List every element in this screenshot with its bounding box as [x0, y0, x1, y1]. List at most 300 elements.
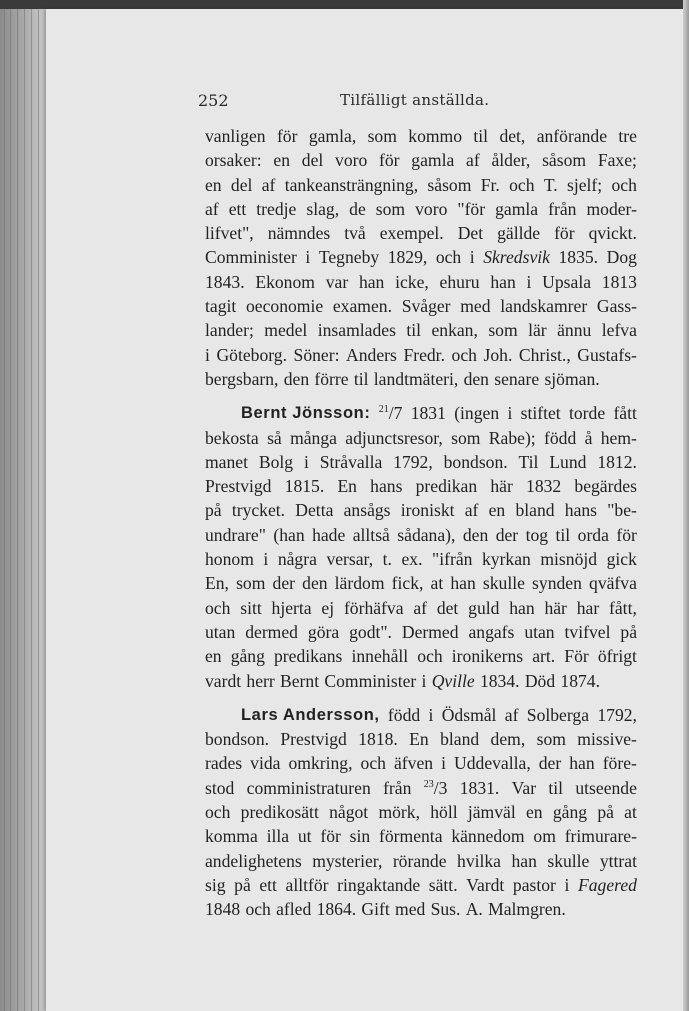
- word: Faxe;: [597, 150, 637, 171]
- text-line: [205, 245, 637, 269]
- word: han: [358, 271, 385, 292]
- word: at: [624, 802, 637, 823]
- word: Sus.: [430, 899, 461, 920]
- word: tredje: [256, 198, 297, 219]
- word: frimurare-: [564, 826, 637, 847]
- word: 1812.: [597, 451, 637, 472]
- text-line: [205, 620, 637, 644]
- paragraph: [205, 124, 637, 391]
- word: och: [360, 753, 386, 774]
- word: en: [488, 500, 506, 521]
- text-line: [205, 596, 637, 620]
- word: Bolg: [258, 451, 294, 472]
- word: ej: [321, 597, 335, 618]
- word: dem,: [490, 729, 526, 750]
- word: Christ.,: [518, 344, 571, 365]
- word: född: [387, 704, 421, 725]
- word: förmenta: [379, 826, 443, 847]
- word: för: [616, 524, 637, 545]
- word: sätt.: [428, 874, 458, 895]
- text-line: [205, 450, 637, 474]
- word: i: [564, 874, 570, 895]
- word: gång: [552, 802, 588, 823]
- text-line: [205, 474, 637, 498]
- word: sin: [349, 826, 371, 847]
- word: pastor: [512, 874, 556, 895]
- word: yttrat: [599, 850, 637, 871]
- word: om: [533, 826, 556, 847]
- word: som: [236, 573, 266, 594]
- word: Tegneby: [318, 247, 380, 268]
- word: i: [303, 451, 309, 472]
- word: hans: [564, 500, 598, 521]
- word: gång: [230, 646, 265, 667]
- word: på: [620, 621, 637, 642]
- word: han: [490, 271, 516, 292]
- word: öfrigt: [597, 646, 637, 667]
- text-line: [205, 571, 637, 595]
- text-line: [205, 343, 637, 367]
- word: äfven: [393, 753, 434, 774]
- word: 1832: [526, 476, 562, 497]
- word: A.: [465, 899, 483, 920]
- word: versar,: [326, 549, 374, 570]
- word: der: [495, 524, 519, 545]
- word: til: [353, 368, 369, 389]
- word: bondson.: [205, 729, 270, 750]
- word: hvilka: [457, 850, 501, 871]
- word: insamlades: [317, 320, 396, 341]
- scan-right-edge: [683, 0, 689, 1011]
- word: afled: [276, 899, 312, 920]
- word: 1792,: [393, 451, 433, 472]
- word: Vardt: [466, 874, 505, 895]
- word: i: [469, 247, 475, 268]
- word: gick: [606, 549, 637, 570]
- word: som: [451, 427, 481, 448]
- word: illa: [266, 826, 290, 847]
- word: medel: [264, 320, 308, 341]
- word: 1843.: [205, 271, 245, 292]
- word: predikans: [274, 646, 343, 667]
- word: på: [597, 802, 614, 823]
- word: voro: [415, 198, 448, 219]
- word: af: [413, 597, 428, 618]
- text-line: [205, 644, 637, 668]
- word: Göteborg.: [216, 344, 287, 365]
- text-line: [205, 426, 637, 450]
- word: mysterier,: [312, 850, 383, 871]
- text-line: [205, 669, 637, 693]
- word: stiftet: [520, 403, 561, 424]
- word: $^{21}$/7: [378, 403, 403, 424]
- word: Joh.: [483, 344, 513, 365]
- word: honom: [205, 549, 254, 570]
- page-stack-edge: [4, 9, 5, 1011]
- word: i: [305, 247, 311, 268]
- word: å: [584, 427, 593, 448]
- word: trycket.: [231, 500, 286, 521]
- word: Upsala: [542, 271, 592, 292]
- word: rörande: [392, 850, 447, 871]
- word: missive-: [577, 729, 637, 750]
- word: från: [548, 198, 577, 219]
- text-line: [205, 197, 637, 221]
- word: der: [538, 753, 562, 774]
- scan-top-edge: [0, 0, 689, 9]
- word: tankeansträngning,: [284, 174, 419, 195]
- word: moder-: [586, 198, 637, 219]
- word: Söner:: [293, 344, 340, 365]
- word: ringaktande: [337, 874, 421, 895]
- word: til: [473, 126, 489, 146]
- word: lär: [528, 320, 547, 341]
- word: för: [276, 126, 298, 146]
- word: vanligen: [205, 126, 266, 146]
- word: och: [205, 597, 231, 618]
- word: En: [409, 729, 429, 750]
- word: enkan,: [431, 320, 478, 341]
- word: landtmäteri,: [373, 368, 459, 389]
- text-line: [205, 873, 637, 897]
- word: misnöjd: [540, 549, 598, 570]
- word: i: [526, 271, 532, 292]
- word: at: [430, 573, 444, 594]
- word: ironiskt: [400, 500, 455, 521]
- word: med: [395, 899, 426, 920]
- word: anförande: [536, 126, 608, 146]
- word: komma: [205, 826, 258, 847]
- word: han: [450, 573, 476, 594]
- word: 1818.: [358, 729, 398, 750]
- word: Ekonom: [255, 271, 315, 292]
- word: ut: [297, 826, 312, 847]
- text-line: [205, 523, 637, 547]
- word: vida: [250, 753, 281, 774]
- text-line: [205, 800, 637, 824]
- word: något: [329, 802, 369, 823]
- word: Detta: [295, 500, 334, 521]
- word: en: [205, 174, 222, 195]
- word: och: [611, 174, 637, 195]
- text-line: [205, 221, 637, 245]
- word: 1829,: [387, 247, 428, 268]
- word: det,: [499, 126, 526, 146]
- word: på: [205, 500, 222, 521]
- word: lärdom: [334, 573, 385, 594]
- word: det: [436, 597, 459, 618]
- word: bondson.: [443, 451, 508, 472]
- word: från: [383, 777, 412, 798]
- word: "ifrån: [432, 549, 473, 570]
- word: utan: [524, 621, 555, 642]
- word: tvifvel: [564, 621, 611, 642]
- running-title: Tilfälligt anställda.: [340, 91, 490, 109]
- word: Prestvigd: [280, 729, 347, 750]
- word: för: [379, 150, 400, 171]
- word: många: [290, 427, 337, 448]
- word: icke,: [395, 271, 429, 292]
- word: 1864.: [316, 899, 357, 920]
- word: några: [277, 549, 317, 570]
- text-line: [205, 148, 637, 172]
- word: som: [367, 126, 397, 146]
- word: i: [428, 704, 434, 725]
- word: af: [261, 174, 276, 195]
- word: synden: [532, 573, 582, 594]
- word: och: [509, 174, 535, 195]
- word: Anders: [346, 344, 397, 365]
- word: göra: [307, 621, 340, 642]
- word: til: [406, 320, 422, 341]
- word: han: [509, 597, 535, 618]
- text-line: [205, 318, 637, 342]
- word: ansågs: [343, 500, 391, 521]
- word: Til: [518, 451, 539, 472]
- word: 1831.: [459, 777, 500, 798]
- word: kommo: [408, 126, 463, 146]
- word: Fr.: [480, 174, 500, 195]
- word: Malmgren.: [488, 899, 566, 920]
- page-stack-edge: [17, 9, 18, 1011]
- word: Fagered: [577, 874, 637, 895]
- text-line: [205, 173, 637, 197]
- word: i: [507, 403, 513, 424]
- word: T.: [543, 174, 558, 195]
- word: en: [526, 802, 543, 823]
- text-line: [205, 703, 637, 727]
- word: som: [375, 198, 406, 219]
- paragraph: [205, 703, 637, 922]
- word: Comminister: [205, 247, 297, 268]
- word: i: [441, 753, 446, 774]
- word: Lund: [549, 451, 587, 472]
- word: Skredsvik: [483, 247, 550, 268]
- word: omkring,: [288, 753, 353, 774]
- word: lifvet",: [205, 223, 254, 244]
- word: en: [273, 150, 291, 171]
- word: ett: [228, 198, 247, 219]
- word: Gass-: [596, 296, 637, 317]
- text-line: [205, 367, 637, 391]
- word: sådana),: [397, 524, 456, 545]
- word: Bernt: [280, 670, 320, 691]
- text-line: [205, 751, 637, 775]
- page-stack-edge: [10, 9, 11, 1011]
- page-stack-edge: [38, 9, 39, 1011]
- word: såsom: [542, 150, 587, 171]
- word: exempel.: [379, 223, 444, 244]
- word: har: [576, 597, 600, 618]
- word: torde: [569, 403, 606, 424]
- text-line: [205, 776, 637, 800]
- word: 1874.: [560, 670, 600, 691]
- word: af: [504, 704, 519, 725]
- word: predikosätt: [240, 802, 319, 823]
- word: innehåll: [351, 646, 409, 667]
- text-line: [205, 294, 637, 318]
- word: nämndes: [267, 223, 331, 244]
- word: den: [283, 368, 310, 389]
- word: den: [463, 368, 489, 389]
- word: här: [544, 597, 567, 618]
- word: som: [536, 729, 566, 750]
- word: jämväl: [467, 802, 516, 823]
- word: här: [490, 476, 513, 497]
- word: 1813: [601, 271, 637, 292]
- word: ett: [259, 874, 277, 895]
- word: hans: [370, 476, 403, 497]
- word: utseende: [575, 777, 637, 798]
- word: af: [466, 150, 480, 171]
- word: och: [451, 344, 477, 365]
- body-text: [205, 124, 637, 922]
- word: ålder,: [491, 150, 531, 171]
- word: för: [554, 223, 575, 244]
- page-stack-edge: [24, 9, 25, 1011]
- word: lefva: [601, 320, 637, 341]
- entry-name: Lars Andersson,: [241, 705, 380, 724]
- text-line: [205, 498, 637, 522]
- page-header: [198, 91, 498, 113]
- word: Comminister: [324, 670, 417, 691]
- word: och: [245, 899, 271, 920]
- text-line: [205, 849, 637, 873]
- word: Stråvalla: [319, 451, 383, 472]
- word: slag,: [306, 198, 340, 219]
- word: orsaker:: [205, 150, 262, 171]
- word: hjerta: [271, 597, 312, 618]
- word: den: [462, 524, 489, 545]
- word: En: [337, 476, 357, 497]
- word: del: [230, 174, 253, 195]
- word: angafs: [468, 621, 515, 642]
- word: bergsbarn,: [205, 368, 279, 389]
- word: bekosta: [205, 427, 259, 448]
- word: före-: [602, 753, 637, 774]
- text-line: [205, 897, 637, 921]
- word: ex.: [401, 549, 423, 570]
- word: gamla: [411, 150, 455, 171]
- word: sig: [205, 874, 226, 895]
- word: til: [548, 777, 564, 798]
- word: "be-: [607, 500, 637, 521]
- paragraph: [205, 401, 637, 693]
- word: 1815.: [284, 476, 325, 497]
- word: alltså: [352, 524, 390, 545]
- word: Dermed: [401, 621, 459, 642]
- word: skulle: [482, 573, 525, 594]
- word: bland: [515, 500, 555, 521]
- word: rades: [205, 753, 243, 774]
- word: sitt: [240, 597, 262, 618]
- word: hade: [312, 524, 346, 545]
- word: kyrkan: [481, 549, 531, 570]
- word: med: [460, 296, 491, 317]
- word: art.: [532, 646, 556, 667]
- word: i: [263, 549, 269, 570]
- word: hem-: [600, 427, 637, 448]
- word: fått,: [609, 597, 637, 618]
- text-line: [205, 270, 637, 294]
- word: qvickt.: [588, 223, 637, 244]
- word: 1831: [410, 403, 446, 424]
- word: gamla,: [308, 126, 357, 146]
- word: (han: [273, 524, 305, 545]
- word: "för: [457, 198, 486, 219]
- word: som: [488, 320, 518, 341]
- word: Rabe);: [488, 427, 536, 448]
- word: andelighetens: [205, 850, 302, 871]
- word: ehuru: [439, 271, 480, 292]
- word: guld: [468, 597, 500, 618]
- word: tog: [525, 524, 549, 545]
- word: tagit: [205, 296, 237, 317]
- word: adjunctsresor,: [345, 427, 443, 448]
- word: t.: [382, 549, 392, 570]
- word: begärdes: [574, 476, 637, 497]
- word: Gift: [361, 899, 390, 920]
- word: examen.: [332, 296, 392, 317]
- word: såsom: [427, 174, 472, 195]
- word: godt".: [349, 621, 392, 642]
- text-line: [205, 401, 637, 425]
- word: sjöman.: [544, 368, 600, 389]
- word: voro: [335, 150, 368, 171]
- word: i: [205, 344, 210, 365]
- word: gällde: [497, 223, 541, 244]
- word: mörk,: [378, 802, 420, 823]
- word: och: [435, 247, 462, 268]
- word: vardt: [205, 670, 242, 691]
- word: manet: [205, 451, 248, 472]
- word: 1835.: [558, 247, 599, 268]
- entry-name: Bernt Jönsson:: [241, 404, 371, 423]
- word: två: [344, 223, 366, 244]
- word: skulle: [547, 850, 590, 871]
- word: och: [417, 646, 443, 667]
- word: Svåger: [401, 296, 451, 317]
- word: del: [301, 150, 324, 171]
- word: oeconomie: [245, 296, 324, 317]
- word: tre: [618, 126, 637, 146]
- word: han: [511, 850, 537, 871]
- word: landskamrer: [500, 296, 588, 317]
- word: Qville: [431, 670, 475, 691]
- word: förhäfva: [343, 597, 404, 618]
- word: på: [234, 874, 251, 895]
- word: född: [544, 427, 577, 448]
- word: fick,: [391, 573, 424, 594]
- page-stack-edge: [31, 9, 32, 1011]
- word: Solberga: [526, 704, 590, 725]
- word: der: [272, 573, 296, 594]
- word: höll: [430, 802, 458, 823]
- word: i: [421, 670, 427, 691]
- text-line: [205, 727, 637, 751]
- word: dermed: [245, 621, 298, 642]
- word: sjelf;: [566, 174, 603, 195]
- page-number: 252: [198, 91, 229, 110]
- word: gamla: [495, 198, 539, 219]
- text-line: [205, 124, 637, 148]
- word: fått: [613, 403, 637, 424]
- word: lander;: [205, 320, 254, 341]
- word: orda: [577, 524, 609, 545]
- word: en: [205, 646, 222, 667]
- word: $^{23}$/3: [423, 777, 448, 798]
- word: (ingen: [454, 403, 500, 424]
